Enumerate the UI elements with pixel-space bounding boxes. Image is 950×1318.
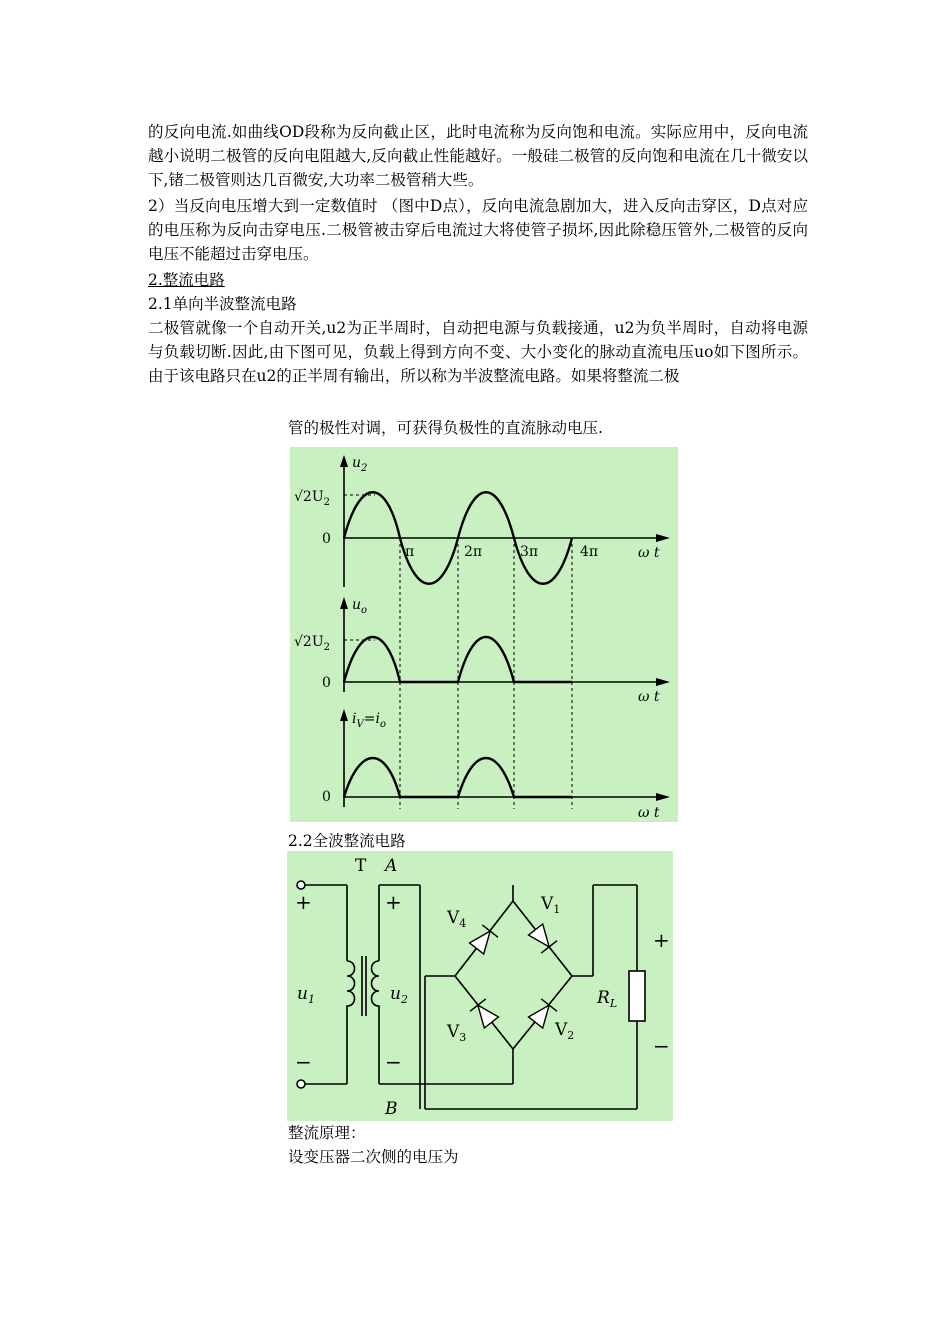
tick-pi: π [405,544,415,560]
label-v1: $V_1$ [541,894,561,916]
iv-zero-label: 0 [322,789,331,805]
circuit-background [287,851,673,1121]
tick-4pi: 4π [580,544,599,560]
tick-3pi: 3π [520,544,539,560]
load-resistor [629,971,645,1021]
label-transformer-t: T [355,856,367,876]
u2-axis-label: $u_2$ [352,455,368,474]
paragraph-breakdown: 2）当反向电压增大到一定数值时 （图中D点），反向电流急剧加大，进入反向击穿区，D点对应的电压称为反向击穿电压.二极管被击穿后电流过大将使管子损坏,因此除稳压管外,二极管的反向电压不能超过击穿电压。 [148,197,808,264]
half-wave-waveform-figure [290,447,678,822]
uo-axis-label: $u_o$ [352,597,368,616]
heading-rectifier-circuit: 2.整流电路 [148,271,225,289]
label-node-a: A [385,856,398,876]
label-v4: $V_4$ [447,908,467,930]
paragraph-rectifier-principle: 整流原理： [288,1124,366,1142]
heading-full-wave: 2.2全波整流电路 [288,832,406,850]
label-output-minus: − [653,1034,670,1058]
paragraph-secondary-voltage: 设变压器二次侧的电压为 [288,1148,459,1166]
label-v2: $V_2$ [555,1020,575,1042]
u2-peak-label: $√2U_2$ [294,489,331,508]
label-u1-plus: + [295,890,312,914]
paragraph-negative-polarity: 管的极性对调，可获得负极性的直流脉动电压. [288,419,603,437]
label-u1: $u_1$ [297,984,315,1006]
bridge-rectifier-circuit [287,851,673,1121]
label-u2-plus: + [385,890,402,914]
label-rl: $R_L$ [597,988,618,1010]
x-axis-label-2: ω t [638,689,660,705]
label-node-b: B [385,1099,398,1119]
uo-peak-label: $√2U_2$ [294,634,331,653]
tick-2pi: 2π [464,544,483,560]
x-axis-label-1: ω t [638,545,660,561]
paragraph-reverse-current: 的反向电流.如曲线OD段称为反向截止区，此时电流称为反向饱和电流。实际应用中，反向电流越小说明二极管的反向电阻越大,反向截止性能越好。一般硅二极管的反向饱和电流在几十微安以下,锗二极管则达几百微安,大功率二极管稍大些。 [148,123,808,190]
figure-background [290,447,678,822]
label-u2-minus: − [385,1050,402,1074]
paragraph-half-wave: 二极管就像一个自动开关,u2为正半周时，自动把电源与负载接通，u2为负半周时，自动将电源与负载切断.因此,由下图可见，负载上得到方向不变、大小变化的脉动直流电压uo如下图所示。由于该电路只在u2的正半周有输出，所以称为半波整流电路。如果将整流二极 [148,319,808,386]
heading-half-wave: 2.1单向半波整流电路 [148,295,297,313]
label-u1-minus: − [295,1050,312,1074]
uo-zero-label: 0 [322,675,331,691]
u2-zero-label: 0 [322,531,331,547]
label-u2: $u_2$ [390,984,408,1006]
label-v3: $V_3$ [447,1022,467,1044]
x-axis-label-3: ω t [638,805,660,821]
label-output-plus: + [653,928,670,952]
iv-axis-label: $i_V=i_o$ [352,711,386,730]
